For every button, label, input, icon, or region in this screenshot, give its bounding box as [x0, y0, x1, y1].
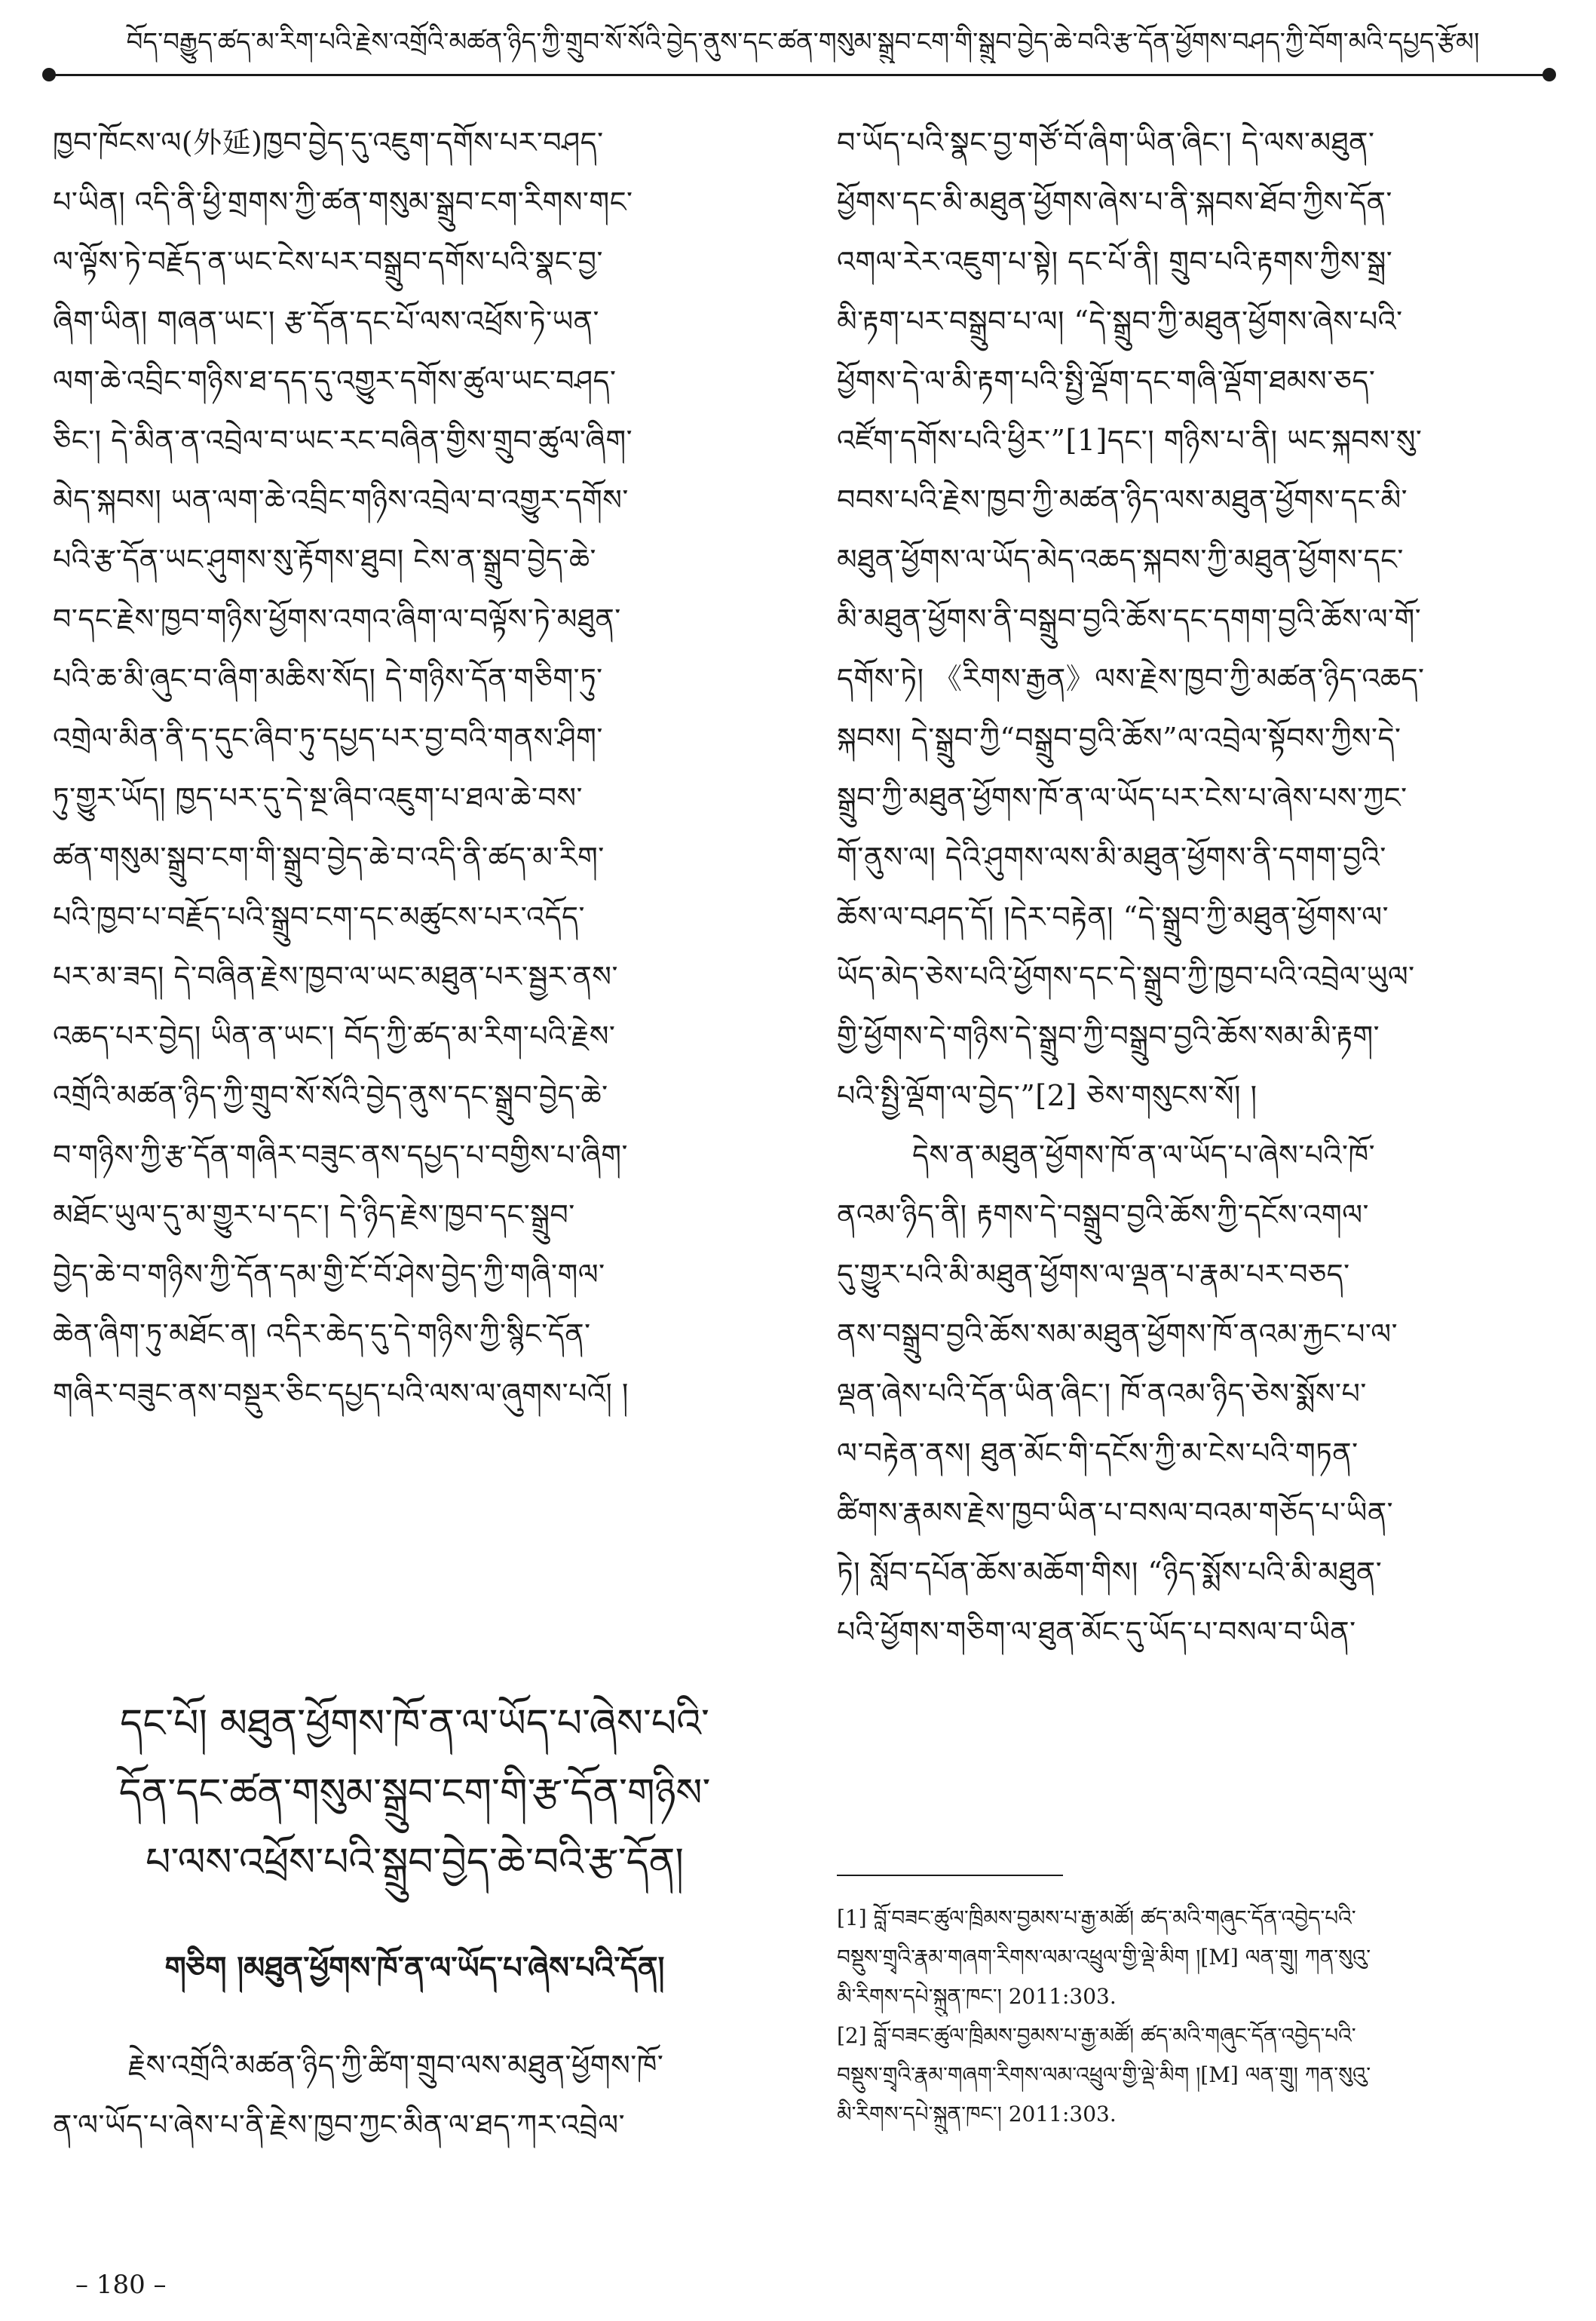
body-line: པའི་ཁྱབ་པ་བརྗོད་པའི་སྒྲུབ་ངག་དང་མཚུངས་པར་འདོད་ — [53, 900, 585, 934]
body-line: ལ་བརྟེན་ནས། ཐུན་མོང་གི་དངོས་ཀྱི་མ་ངེས་པའི་གཏན་ — [837, 1436, 1359, 1470]
body-line: པའི་ཕྱོགས་གཅིག་ལ་ཐུན་མོང་དུ་ཡོད་པ་བསལ་བ་ཡིན་ — [837, 1615, 1356, 1648]
footnote-line: [1] བློ་བཟང་ཚུལ་ཁྲིམས་བྱམས་པ་རྒྱ་མཚོ། ཚད་མའི་གཞུང་དོན་འབྱེད་པའི་ — [837, 1906, 1356, 1930]
body-line: གོ་ནུས་ལ། དེའི་ཤུགས་ལས་མི་མཐུན་ཕྱོགས་ནི་དགག་བྱའི་ — [837, 841, 1386, 874]
body-line: སྒྲུབ་ཀྱི་མཐུན་ཕྱོགས་ཁོ་ན་ལ་ཡོད་པར་ངེས་པ་ཞེས་པས་ཀྱང་ — [837, 781, 1408, 814]
left-column — [53, 113, 777, 1424]
footnote-line: [2] བློ་བཟང་ཚུལ་ཁྲིམས་བྱམས་པ་རྒྱ་མཚོ། ཚད་མའི་གཞུང་དོན་འབྱེད་པའི་ — [837, 2023, 1356, 2048]
body-line: བྱེད་ཆེ་བ་གཉིས་ཀྱི་དོན་དམ་གྱི་ངོ་བོ་ཤེས་བྱེད་ཀྱི་གཞི་གལ་ — [53, 1258, 605, 1291]
body-line: གྱི་ཕྱོགས་དེ་གཉིས་དེ་སྒྲུབ་ཀྱི་བསྒྲུབ་བྱའི་ཆོས་སམ་མི་རྟག་ — [837, 1019, 1380, 1053]
body-line: ཏེ། སློབ་དཔོན་ཆོས་མཆོག་གིས། “ཉིད་སྨོས་པའི་མི་མཐུན་ — [837, 1556, 1383, 1589]
body-line: མཐོང་ཡུལ་དུ་མ་གྱུར་པ་དང་། དེ་ཉིད་རྗེས་ཁྱབ་དང་སྒྲུབ་ — [53, 1198, 575, 1231]
body-line: ཕྱོགས་དེ་ལ་མི་རྟག་པའི་སྤྱི་ལྡོག་དང་གཞི་ལྡོག་ཐམས་ཅད་ — [837, 364, 1376, 397]
left-column-tail — [53, 2036, 777, 2155]
body-line: ལག་ཆེ་འབྲིང་གཉིས་ཐ་དད་དུ་འགྱུར་དགོས་ཚུལ་ཡང་བཤད་ — [53, 364, 617, 397]
body-line: དེས་ན་མཐུན་ཕྱོགས་ཁོ་ན་ལ་ཡོད་པ་ཞེས་པའི་ཁོ་ — [912, 1139, 1376, 1172]
body-line: ཚིགས་རྣམས་རྗེས་ཁྱབ་ཡིན་པ་བསལ་བའམ་གཅོད་པ་ཡིན་ — [837, 1496, 1394, 1529]
body-line: འགྲེལ་མིན་ནི་ད་དུང་ཞིབ་ཏུ་དཔྱད་པར་བྱ་བའི་གནས་ཤིག་ — [53, 722, 603, 755]
body-line: པ་ཡིན། འདི་ནི་ཕྱི་གྲགས་ཀྱི་ཚན་གསུམ་སྒྲུབ་ངག་རིགས་གང་ — [53, 185, 633, 219]
body-line: རྗེས་འགྲོའི་མཚན་ཉིད་ཀྱི་ཚིག་གྲུབ་ལས་མཐུན་ཕྱོགས་ཁོ་ — [128, 2049, 664, 2082]
body-line: འཛོག་དགོས་པའི་ཕྱིར་”[1]དང་། གཉིས་པ་ནི། ཡང་སྐབས་སུ་ — [837, 424, 1423, 457]
header-rule-left-dot — [42, 68, 56, 81]
body-line: བ་ཡོད་པའི་སྣང་བྱ་གཙོ་བོ་ཞིག་ཡིན་ཞིང་། དེ་ལས་མཐུན་ — [837, 126, 1375, 159]
section-heading — [68, 1689, 761, 1897]
body-line: ཆེན་ཞིག་ཏུ་མཐོང་ན། འདིར་ཆེད་དུ་དེ་གཉིས་ཀྱི་སྙིང་དོན་ — [53, 1317, 591, 1351]
body-line: ཅིང་། དེ་མིན་ན་འབྲེལ་བ་ཡང་རང་བཞིན་གྱིས་གྲུབ་ཚུལ་ཞིག་ — [53, 424, 633, 457]
body-line: ཡོད་མེད་ཅེས་པའི་ཕྱོགས་དང་དེ་སྒྲུབ་ཀྱི་ཁྱབ་པའི་འབྲེལ་ཡུལ་ — [837, 960, 1415, 993]
section-heading-line: དོན་དང་ཚན་གསུམ་སྒྲུབ་ངག་གི་རྩ་དོན་གཉིས་ — [118, 1771, 711, 1816]
body-line: བ་དང་རྗེས་ཁྱབ་གཉིས་ཕྱོགས་འགའ་ཞིག་ལ་བལྟོས་ཏེ་མཐུན་ — [53, 602, 621, 636]
body-line: པར་མ་ཟད། དེ་བཞིན་རྗེས་ཁྱབ་ལ་ཡང་མཐུན་པར་སྦྱར་ནས་ — [53, 960, 618, 993]
footnote-rule — [837, 1875, 1063, 1876]
body-line: གཞིར་བཟུང་ནས་བསྡུར་ཅིང་དཔྱད་པའི་ལས་ལ་ཞུགས་པའོ། ། — [53, 1377, 629, 1410]
body-line: མེད་སྐབས། ཡན་ལག་ཆེ་འབྲིང་གཉིས་འབྲེལ་བ་འགྱུར་དགོས་ — [53, 483, 629, 517]
body-line: མཐུན་ཕྱོགས་ལ་ཡོད་མེད་འཆད་སྐབས་ཀྱི་མཐུན་ཕྱོགས་དང་ — [837, 543, 1404, 576]
header-rule-right-dot — [1542, 68, 1556, 81]
body-line: འགྲོའི་མཚན་ཉིད་ཀྱི་གྲུབ་སོ་སོའི་བྱེད་ནུས་དང་སྒྲུབ་བྱེད་ཆེ་ — [53, 1079, 608, 1112]
body-line: ཞིག་ཡིན། གཞན་ཡང་། རྩ་དོན་དང་པོ་ལས་འཕྲོས་ཏེ་ཡན་ — [53, 305, 599, 338]
body-line: པའི་རྩ་དོན་ཡང་ཤུགས་སུ་རྟོགས་ཐུབ། ངེས་ན་སྒྲུབ་བྱེད་ཆེ་ — [53, 543, 597, 576]
running-head: བོད་བརྒྱུད་ཚད་མ་རིག་པའི་རྗེས་འགྲོའི་མཚན་ཉིད་ཀྱི་གྲུབ་སོ་སོའི་བྱེད་ནུས་དང་ཚན་གསུམ་སྒྲུབ་ངག་གི་སྒྲུབ་བྱེད་ཆེ་བའི་རྩ་དོན་ཕྱོགས་བཤད་ཀྱི་བོག་མའི་དཔྱད་རྩོམ། — [126, 27, 1480, 57]
body-line: བ་གཉིས་ཀྱི་རྩ་དོན་གཞིར་བཟུང་ནས་དཔྱད་པ་བགྱིས་པ་ཞིག་ — [53, 1139, 629, 1172]
header-rule — [47, 74, 1552, 76]
body-line: པའི་ཆ་མི་ཞུང་བ་ཞིག་མཆིས་སོད། དེ་གཉིས་དོན་གཅིག་ཏུ་ — [53, 662, 603, 695]
body-line: ཆོས་ལ་བཤད་དོ། །དེར་བརྟེན། “དེ་སྒྲུབ་ཀྱི་མཐུན་ཕྱོགས་ལ་ — [837, 900, 1389, 934]
page-number: – 180 – — [75, 2270, 167, 2300]
section-heading-line: དང་པོ། མཐུན་ཕྱོགས་ཁོ་ན་ལ་ཡོད་པ་ཞེས་པའི་ — [120, 1701, 709, 1746]
body-line: ཚན་གསུམ་སྒྲུབ་ངག་གི་སྒྲུབ་བྱེད་ཆེ་བ་འདི་ནི་ཚད་མ་རིག་ — [53, 841, 605, 874]
subheading: གཅིག །མཐུན་ཕྱོགས་ཁོ་ན་ལ་ཡོད་པ་ཞེས་པའི་དོན། — [164, 1950, 665, 1985]
body-line: ན་ལ་ཡོད་པ་ཞེས་པ་ནི་རྗེས་ཁྱབ་ཀྱང་མིན་ལ་ཐད་ཀར་འབྲེལ་ — [53, 2108, 626, 2142]
body-line: དུ་གྱུར་པའི་མི་མཐུན་ཕྱོགས་ལ་ལྡན་པ་རྣམ་པར་བཅད་ — [837, 1258, 1350, 1291]
body-line: མི་མཐུན་ཕྱོགས་ནི་བསྒྲུབ་བྱའི་ཆོས་དང་དགག་བྱའི་ཆོས་ལ་གོ་ — [837, 602, 1422, 636]
body-line: སྐབས། དེ་སྒྲུབ་ཀྱི“བསྒྲུབ་བྱའི་ཆོས”ལ་འབྲེལ་སྟོབས་ཀྱིས་དེ་ — [837, 722, 1401, 755]
body-line: ནའམ་ཉིད་ནི། རྟགས་དེ་བསྒྲུབ་བྱའི་ཆོས་ཀྱི་དངོས་འགལ་ — [837, 1198, 1370, 1231]
body-line: ཁྱབ་ཁོངས་ལ(外延)ཁྱབ་བྱེད་དུ་འཇུག་དགོས་པར་བཤད་ — [53, 126, 604, 159]
footnote-line: བསྡུས་གྲྭའི་རྣམ་གཞག་རིགས་ལམ་འཕྲུལ་གྱི་ལྡེ་མིག །[M] ལན་གྲུ། ཀན་སུའུ་ — [837, 2062, 1371, 2087]
body-line: དགོས་ཏེ། 《རིགས་རྒྱན》ལས་རྗེས་ཁྱབ་ཀྱི་མཚན་ཉིད་འཆད་ — [837, 662, 1425, 695]
body-line: པའི་སྤྱི་ལྡོག་ལ་བྱེད་”[2] ཅེས་གསུངས་སོ། ། — [837, 1079, 1258, 1112]
footnote-line: བསྡུས་གྲྭའི་རྣམ་གཞག་རིགས་ལམ་འཕྲུལ་གྱི་ལྡེ་མིག །[M] ལན་གྲུ། ཀན་སུའུ་ — [837, 1945, 1371, 1970]
footnotes — [837, 1899, 1561, 2134]
body-line: ཏུ་གྱུར་ཡོད། ཁྱད་པར་དུ་དེ་སྔ་ཞིབ་འཇུག་པ་ཐལ་ཆེ་བས་ — [53, 781, 583, 814]
body-line: མི་རྟག་པར་བསྒྲུབ་པ་ལ། “དེ་སྒྲུབ་ཀྱི་མཐུན་ཕྱོགས་ཞེས་པའི་ — [837, 305, 1403, 338]
body-line: བབས་པའི་རྗེས་ཁྱབ་ཀྱི་མཚན་ཉིད་ལས་མཐུན་ཕྱོགས་དང་མི་ — [837, 483, 1408, 517]
section-heading-line: པ་ལས་འཕྲོས་པའི་སྒྲུབ་བྱེད་ཆེ་བའི་རྩ་དོན། — [146, 1840, 684, 1885]
body-line: ལ་ལྟོས་ཏེ་བརྗོད་ན་ཡང་ངེས་པར་བསྒྲུབ་དགོས་པའི་སྣང་བྱ་ — [53, 245, 603, 278]
footnote-line: མི་རིགས་དཔེ་སྐྲུན་ཁང་། 2011:303. — [837, 2102, 1117, 2126]
footnote-line: མི་རིགས་དཔེ་སྐྲུན་ཁང་། 2011:303. — [837, 1984, 1117, 2009]
body-line: ལྡན་ཞེས་པའི་དོན་ཡིན་ཞིང་། ཁོ་ནའམ་ཉིད་ཅེས་སྨོས་པ་ — [837, 1377, 1367, 1410]
body-line: ནས་བསྒྲུབ་བྱའི་ཆོས་སམ་མཐུན་ཕྱོགས་ཁོ་ནའམ་རྐྱང་པ་ལ་ — [837, 1317, 1398, 1351]
body-line: འཆད་པར་བྱེད། ཡིན་ན་ཡང་། བོད་ཀྱི་ཚད་མ་རིག་པའི་རྗེས་ — [53, 1019, 616, 1053]
body-line: འགལ་རེར་འཇུག་པ་སྟེ། དང་པོ་ནི། གྲུབ་པའི་རྟགས་ཀྱིས་སྒྲ་ — [837, 245, 1393, 278]
right-column — [837, 113, 1561, 1662]
body-line: ཕྱོགས་དང་མི་མཐུན་ཕྱོགས་ཞེས་པ་ནི་སྐབས་ཐོབ་ཀྱིས་དོན་ — [837, 185, 1392, 219]
